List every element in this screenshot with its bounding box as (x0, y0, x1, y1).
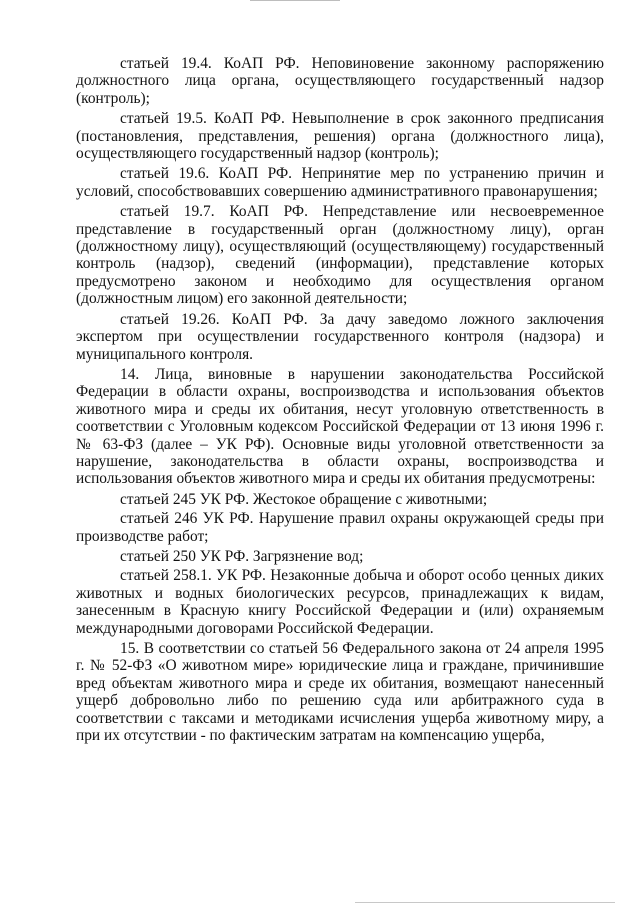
paragraph-koap-19-4: статьей 19.4. КоАП РФ. Неповиновение законному распоряжению должностного лица органа, осуществляющего государственный надзор (контроль); (76, 55, 604, 107)
paragraph-koap-19-5: статьей 19.5. КоАП РФ. Невыполнение в срок законного предписания (постановления, представления, решения) органа (должностного лица), осуществляющего государственный надзор (контроль); (76, 110, 604, 163)
paragraph-item-15: 15. В соответствии со статьей 56 Федерального закона от 24 апреля 1995 г. № 52-ФЗ «О животном мире» юридические лица и граждане, причинившие вред объектам животного мира и среде их обитания, возмещают нанесенный ущерб добровольно либо по решению суда или арбитражного суда в соответствии с таксами и методиками исчисления ущерба животному миру, а при их отсутствии - по фактическим затратам на компенсацию ущерба, (76, 640, 604, 745)
document-body (76, 55, 604, 747)
paragraph-uk-246: статьей 246 УК РФ. Нарушение правил охраны окружающей среды при производстве работ; (76, 510, 604, 545)
paragraph-item-14: 14. Лица, виновные в нарушении законодательства Российской Федерации в области охраны, воспроизводства и использования объектов животного мира и среды их обитания, несут уголовную ответственность в соответствии с Уголовным кодексом Российской Федерации от 13 июня 1996 г. № 63-ФЗ (далее – УК РФ). Основные виды уголовной ответственности за нарушение, законодательства в области охраны, воспроизводства и использования объектов животного мира и среды их обитания предусмотрены: (76, 365, 604, 488)
scan-edge-line-top (250, 0, 340, 1)
paragraph-koap-19-7: статьей 19.7. КоАП РФ. Непредставление или несвоевременное представление в государственный орган (должностному лицу), орган (должностному лицу), осуществляющий (осуществляющему) государственный контроль (надзор), сведений (информации), представление которых предусмотрено законом и необходимо для осуществления органом (должностным лицом) его законной деятельности; (76, 203, 604, 308)
paragraph-uk-245: статьей 245 УК РФ. Жестокое обращение с животными; (120, 490, 488, 508)
scan-edge-line-bottom (355, 902, 615, 903)
paragraph-koap-19-6: статьей 19.6. КоАП РФ. Непринятие мер по устранению причин и условий, способствовавших совершению административного правонарушения; (76, 165, 604, 200)
paragraph-koap-19-26: статьей 19.26. КоАП РФ. За дачу заведомо ложного заключения экспертом при осуществлении государственного контроля (надзора) и муниципального контроля. (76, 310, 604, 363)
paragraph-uk-250: статьей 250 УК РФ. Загрязнение вод; (120, 547, 364, 565)
paragraph-uk-258-1: статьей 258.1. УК РФ. Незаконные добыча и оборот особо ценных диких животных и водных биологических ресурсов, принадлежащих к видам, занесенным в Красную книгу Российской Федерации и (или) охраняемым международными договорами Российской Федерации. (76, 567, 604, 637)
